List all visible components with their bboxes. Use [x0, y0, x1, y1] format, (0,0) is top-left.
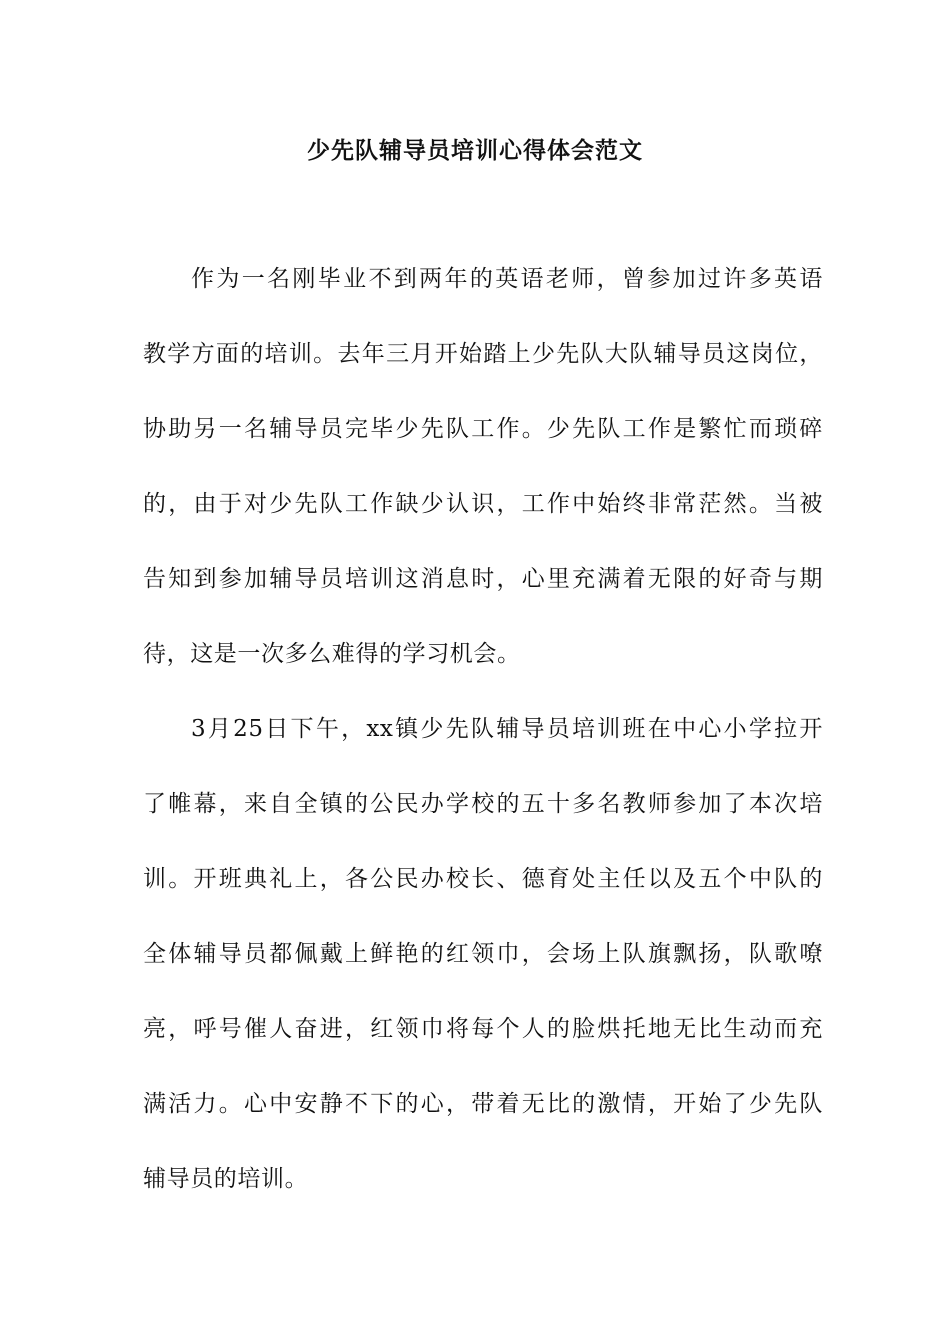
paragraph-2-line-6: 满活力。心中安静不下的心，带着无比的激情，开始了少先队	[143, 1091, 823, 1117]
paragraph-2-line-4: 全体辅导员都佩戴上鲜艳的红领巾，会场上队旗飘扬，队歌嘹	[143, 941, 823, 967]
document-title: 少先队辅导员培训心得体会范文	[307, 137, 643, 164]
paragraph-1-line-5: 告知到参加辅导员培训这消息时，心里充满着无限的好奇与期	[143, 566, 823, 592]
paragraph-1-line-1: 作为一名刚毕业不到两年的英语老师，曾参加过许多英语	[191, 266, 823, 292]
paragraph-2-line-2: 了帷幕，来自全镇的公民办学校的五十多名教师参加了本次培	[143, 791, 823, 817]
paragraph-2-line-3: 训。开班典礼上，各公民办校长、德育处主任以及五个中队的	[143, 866, 823, 892]
paragraph-2-line-5: 亮，呼号催人奋进，红领巾将每个人的脸烘托地无比生动而充	[143, 1016, 823, 1042]
paragraph-2-line-7: 辅导员的培训。	[143, 1166, 309, 1192]
paragraph-1-line-3: 协助另一名辅导员完毕少先队工作。少先队工作是繁忙而琐碎	[143, 416, 823, 442]
paragraph-1-line-6: 待，这是一次多么难得的学习机会。	[143, 641, 521, 667]
paragraph-2-line-1: 3月25日下午，xx镇少先队辅导员培训班在中心小学拉开	[191, 716, 823, 742]
paragraph-1-line-2: 教学方面的培训。去年三月开始踏上少先队大队辅导员这岗位，	[143, 341, 823, 367]
paragraph-1-line-4: 的，由于对少先队工作缺少认识，工作中始终非常茫然。当被	[143, 491, 823, 517]
